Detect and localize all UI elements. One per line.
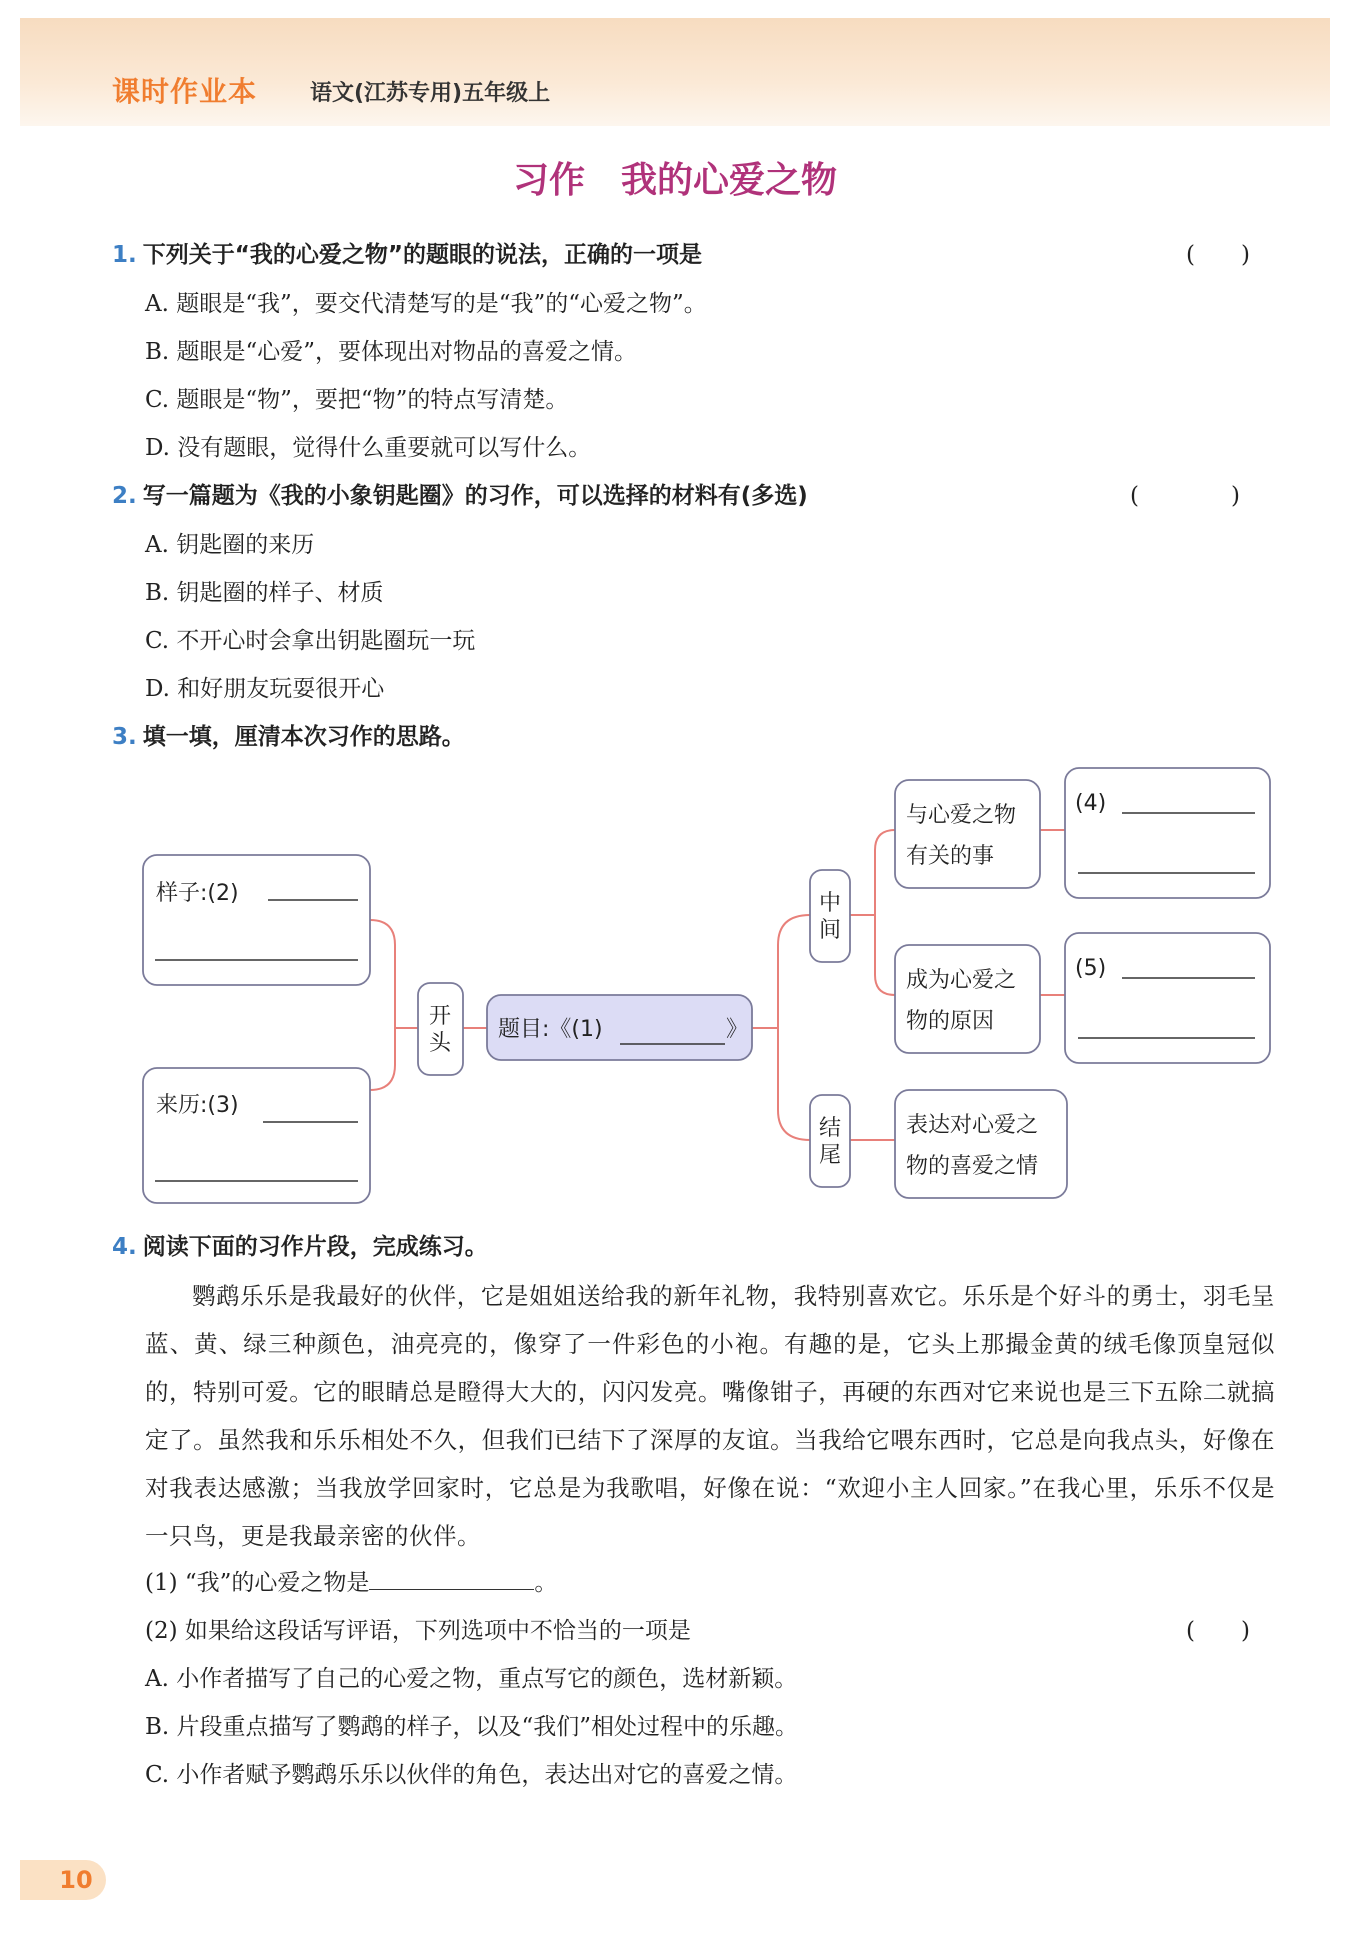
option-2d: D. 和好朋友玩耍很开心 [145,676,385,702]
middle-char-2: 间 [818,918,842,943]
question-number: 4. [112,1234,137,1260]
ending-char-2: 尾 [818,1143,842,1168]
option-4b: B. 片段重点描写了鹦鹉的样子，以及“我们”相处过程中的乐趣。 [145,1714,799,1740]
middle-char-1: 中 [818,891,842,916]
event-line-2: 有关的事 [906,844,995,869]
question-text: 写一篇题为《我的小象钥匙圈》的习作，可以选择的材料有(多选) [142,483,808,509]
answer-paren-4[interactable]: ( ) [1186,1618,1250,1644]
question-number: 1. [112,242,137,268]
option-1a: A. 题眼是“我”，要交代清楚写的是“我”的“心爱之物”。 [145,291,707,317]
page-title: 习作 我的心爱之物 [512,160,837,201]
blank4-label: (4) [1075,791,1107,816]
appearance-label: 样子:(2) [156,881,239,906]
blank4-box [1065,768,1270,898]
sub-question-1-suffix: 。 [534,1570,558,1596]
option-4c: C. 小作者赋予鹦鹉乐乐以伙伴的角色，表达出对它的喜爱之情。 [145,1762,798,1788]
page-number-tab [20,1860,106,1900]
answer-blank[interactable] [369,1569,534,1590]
option-2b: B. 钥匙圈的样子、材质 [145,580,384,606]
left-connector [370,920,395,1090]
express-line-2: 物的喜爱之情 [906,1154,1039,1179]
right-connector [778,915,810,1140]
origin-label: 来历:(3) [156,1093,239,1118]
ending-box [810,1095,850,1187]
topic-close: 》 [726,1017,749,1042]
option-1b: B. 题眼是“心爱”，要体现出对物品的喜爱之情。 [145,339,638,365]
express-line-1: 表达对心爱之 [906,1113,1039,1138]
question-text: 阅读下面的习作片段，完成练习。 [142,1234,488,1260]
answer-paren-1[interactable]: ( ) [1186,242,1250,268]
page-number: 10 [59,1866,93,1894]
reason-box [895,945,1040,1053]
brand-title: 课时作业本 [112,75,258,108]
appearance-box [143,855,370,985]
option-2a: A. 钥匙圈的来历 [145,532,315,558]
opening-char-2: 头 [428,1031,452,1056]
event-line-1: 与心爱之物 [906,803,1017,828]
subject-label: 语文(江苏专用)五年级上 [310,81,551,106]
question-text: 填一填，厘清本次习作的思路。 [142,724,465,750]
question-text: 下列关于“我的心爱之物”的题眼的说法，正确的一项是 [142,242,702,268]
opening-box [418,983,463,1075]
opening-char-1: 开 [428,1004,452,1029]
question-number: 2. [112,483,137,509]
option-1d: D. 没有题眼，觉得什么重要就可以写什么。 [145,435,592,461]
blank5-box [1065,933,1270,1063]
reason-line-2: 物的原因 [906,1009,995,1034]
question-4 [112,1228,488,1261]
express-box [895,1090,1067,1198]
option-2c: C. 不开心时会拿出钥匙圈玩一玩 [145,628,476,654]
answer-paren-2[interactable]: ( ) [1130,483,1240,509]
question-number: 3. [112,724,137,750]
sub-question-2: (2) 如果给这段话写评语，下列选项中不恰当的一项是 [145,1618,691,1644]
passage: 鹦鹉乐乐是我最好的伙伴，它是姐姐送给我的新年礼物，我特别喜欢它。乐乐是个好斗的勇士，羽毛呈蓝、黄、绿三种颜色，油亮亮的，像穿了一件彩色的小袍。有趣的是，它头上那撮金黄的绒毛像顶皇冠似的，特别可爱。它的眼睛总是瞪得大大的，闪闪发亮。嘴像钳子，再硬的东西对它来说也是三下五除二就搞定了。虽然我和乐乐相处不久，但我们已结下了深厚的友谊。当我给它喂东西时，它总是向我点头，好像在对我表达感激；当我放学回家时，它总是为我歌唱，好像在说：“欢迎小主人回家。”在我心里，乐乐不仅是一只鸟，更是我最亲密的伙伴。 [145,1282,1275,1550]
topic-label: 题目:《(1) [498,1017,603,1042]
origin-box [143,1068,370,1203]
option-1c: C. 题眼是“物”，要把“物”的特点写清楚。 [145,387,569,413]
ending-char-1: 结 [818,1116,842,1141]
event-box [895,780,1040,888]
option-4a: A. 小作者描写了自己的心爱之物，重点写它的颜色，选材新颖。 [145,1666,798,1692]
middle-box [810,870,850,962]
sub-question-1-prefix: (1) “我”的心爱之物是 [145,1570,370,1596]
sub-question-1 [145,1564,557,1597]
blank5-label: (5) [1075,956,1107,981]
reason-line-1: 成为心爱之 [906,968,1017,993]
